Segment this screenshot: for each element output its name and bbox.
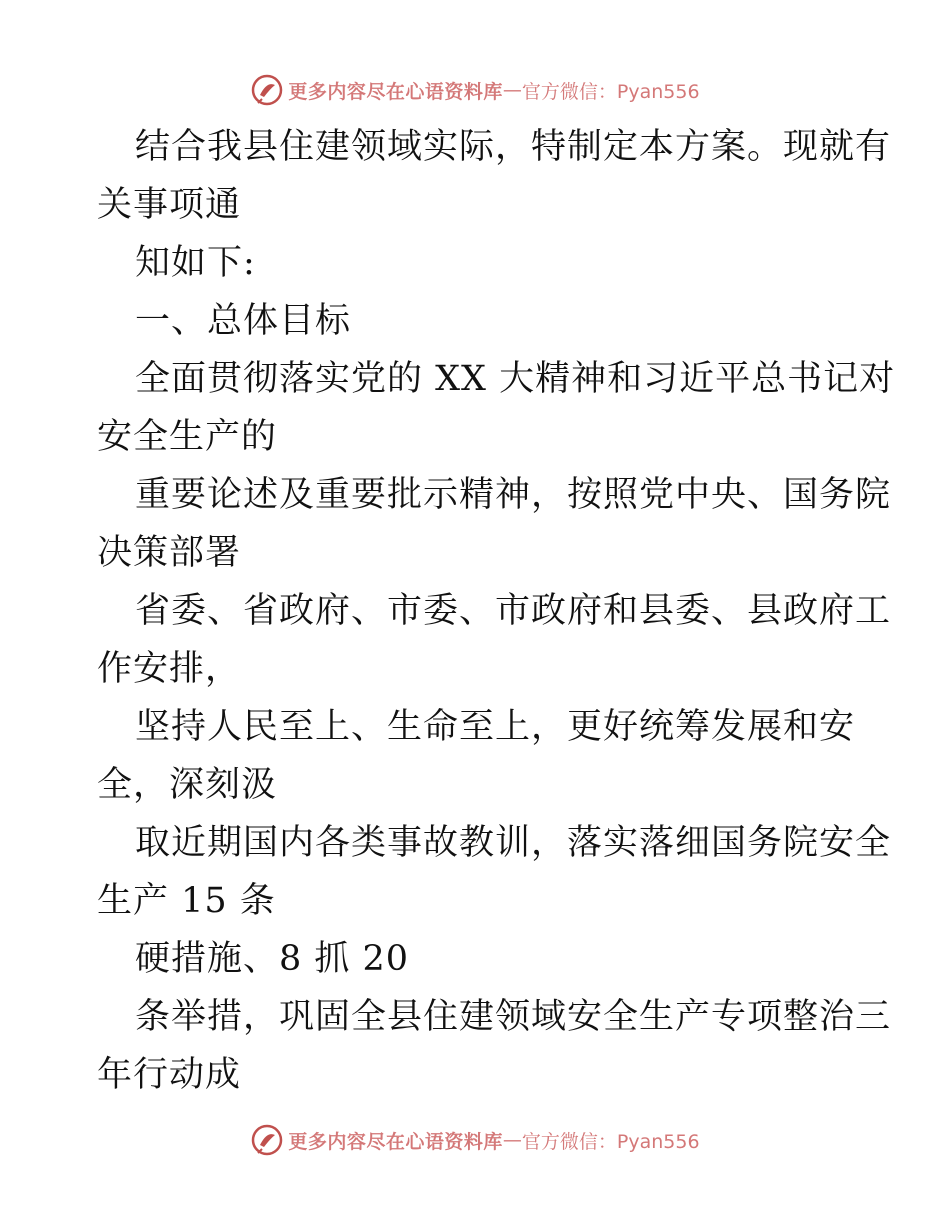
watermark-dash: — <box>502 79 522 101</box>
paragraph-line: 全面贯彻落实党的 XX 大精神和习近平总书记对 <box>135 359 896 399</box>
paragraph-line: 关事项通 <box>97 185 242 225</box>
watermark-official: 官方微信：Pyan556 <box>521 80 700 103</box>
paragraph-line: 全，深刻汲 <box>97 765 278 805</box>
watermark-logo-icon <box>250 1123 284 1157</box>
paragraph-line: 重要论述及重要批示精神，按照党中央、国务院 <box>135 475 892 515</box>
watermark-dash: — <box>502 1129 522 1151</box>
watermark-logo-icon <box>250 73 284 107</box>
section-heading: 一、总体目标 <box>135 301 352 341</box>
paragraph-line: 省委、省政府、市委、市政府和县委、县政府工 <box>135 591 892 631</box>
watermark-official: 官方微信：Pyan556 <box>521 1130 700 1153</box>
paragraph-line: 取近期国内各类事故教训，落实落细国务院安全 <box>135 823 892 863</box>
paragraph-line: 结合我县住建领域实际，特制定本方案。现就有 <box>135 127 892 167</box>
paragraph-line: 作安排， <box>97 649 242 689</box>
paragraph-line: 安全生产的 <box>97 417 278 457</box>
paragraph-line: 条举措，巩固全县住建领域安全生产专项整治三 <box>135 997 892 1037</box>
watermark-text: 更多内容尽在心语资料库 <box>288 80 503 103</box>
paragraph-line: 知如下: <box>135 243 256 283</box>
paragraph-line: 决策部署 <box>97 533 242 573</box>
watermark-text: 更多内容尽在心语资料库 <box>288 1130 503 1153</box>
header-watermark <box>0 70 950 110</box>
paragraph-line: 年行动成 <box>97 1055 242 1095</box>
paragraph-line: 坚持人民至上、生命至上，更好统筹发展和安 <box>135 707 856 747</box>
footer-watermark <box>0 1120 950 1160</box>
paragraph-line: 生产 15 条 <box>97 881 276 921</box>
paragraph-line: 硬措施、8 抓 20 <box>135 939 410 979</box>
